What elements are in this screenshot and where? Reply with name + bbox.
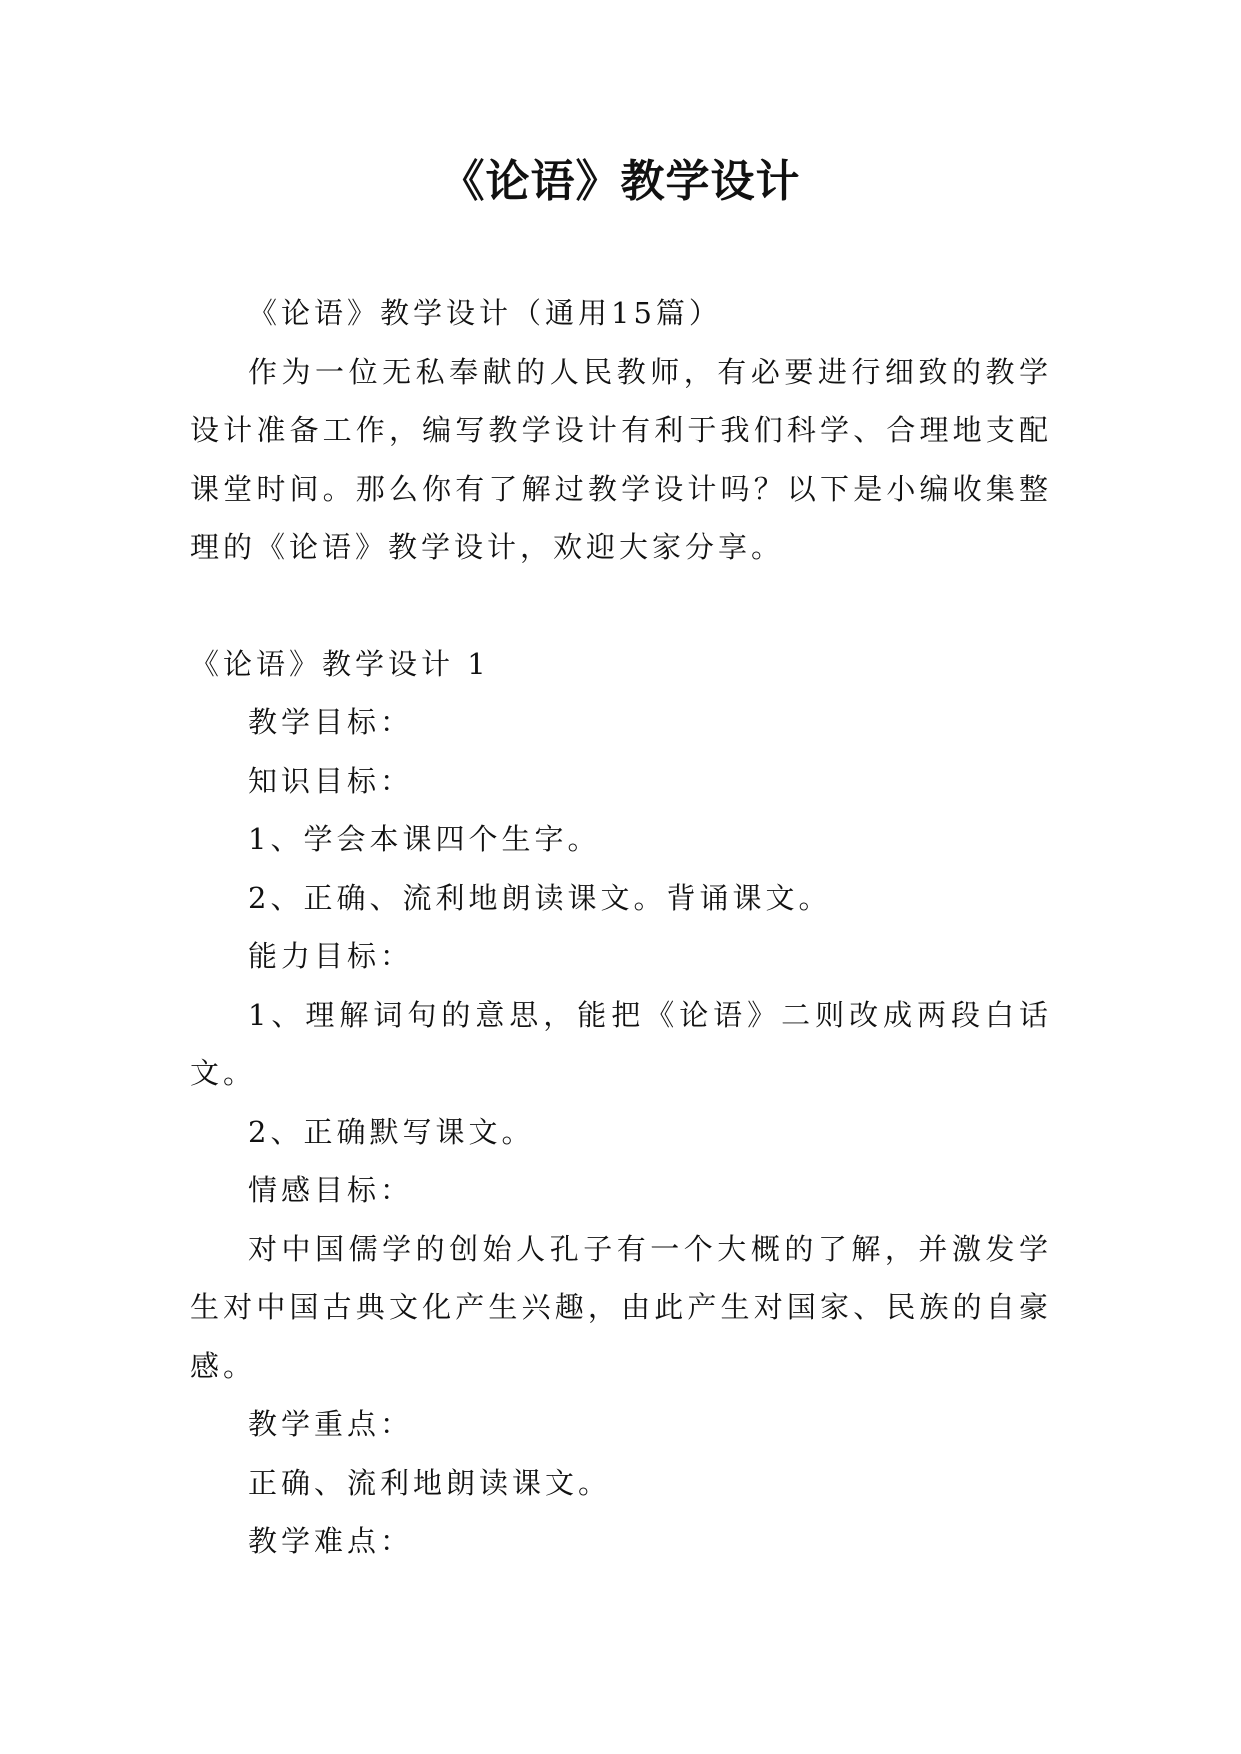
- document-body: [190, 284, 1052, 1571]
- intro-heading: 《论语》教学设计（通用15篇）: [248, 296, 722, 330]
- section-heading: 《论语》教学设计 1: [190, 646, 490, 681]
- ability-goals-heading: 能力目标：: [248, 939, 414, 973]
- document-title: 《论语》教学设计: [440, 156, 801, 207]
- knowledge-goal-1: 1、学会本课四个生字。: [248, 822, 601, 856]
- emotion-goal-text: 对中国儒学的创始人孔子有一个大概的了解，并激发学生对中国古典文化产生兴趣，由此产生对国家、民族的自豪感。: [190, 1231, 1052, 1383]
- difficult-points-heading: 教学难点：: [248, 1524, 414, 1558]
- emotion-goals-heading: 情感目标：: [248, 1173, 414, 1207]
- ability-goal-2: 2、正确默写课文。: [248, 1114, 535, 1149]
- knowledge-goal-2: 2、正确、流利地朗读课文。背诵课文。: [248, 880, 832, 915]
- intro-paragraph: 作为一位无私奉献的人民教师，有必要进行细致的教学设计准备工作，编写教学设计有利于我们科学、合理地支配课堂时间。那么你有了解过教学设计吗？以下是小编收集整理的《论语》教学设计，欢迎大家分享。: [190, 354, 1052, 564]
- key-points-heading: 教学重点：: [248, 1407, 414, 1441]
- key-points-text: 正确、流利地朗读课文。: [248, 1465, 612, 1500]
- knowledge-goals-heading: 知识目标：: [248, 763, 414, 798]
- paragraph-gap: [190, 577, 1052, 635]
- ability-goal-1: 1、理解词句的意思，能把《论语》二则改成两段白话文。: [190, 997, 1052, 1090]
- teaching-goals-heading: 教学目标：: [248, 705, 414, 739]
